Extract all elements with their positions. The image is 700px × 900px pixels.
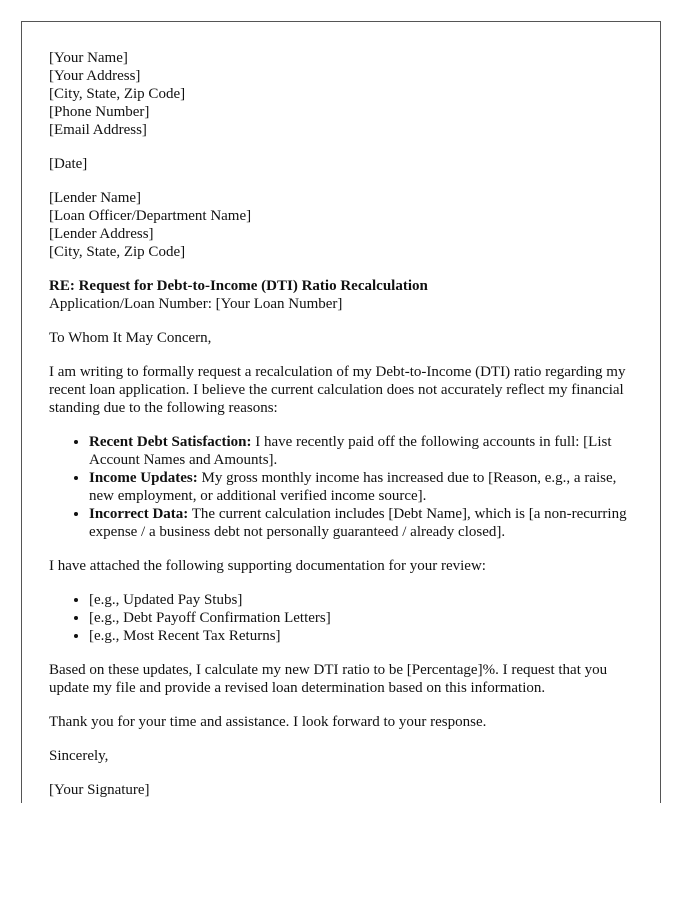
loan-officer: [Loan Officer/Department Name] bbox=[49, 208, 252, 224]
list-item: • [e.g., Updated Pay Stubs] bbox=[89, 591, 639, 609]
list-item: • [e.g., Debt Payoff Confirmation Letters] bbox=[89, 609, 639, 627]
attachments-intro: I have attached the following supporting documentation for your review: bbox=[49, 558, 486, 574]
sender-block bbox=[49, 49, 639, 139]
sender-address: [Your Address] bbox=[49, 68, 141, 84]
reason-text: My gross monthly income has increased due to [Reason, e.g., a raise, new employment, or additional verified income source]. bbox=[89, 470, 617, 504]
thanks-paragraph: Thank you for your time and assistance. I look forward to your response. bbox=[49, 714, 487, 730]
sender-city-state-zip: [City, State, Zip Code] bbox=[49, 86, 186, 102]
list-item bbox=[89, 505, 639, 541]
reason-text: The current calculation includes [Debt Name], which is [a non-recurring expense / a business debt not personally guaranteed / already closed]. bbox=[89, 506, 627, 540]
reasons-list bbox=[49, 433, 639, 541]
recipient-block bbox=[49, 189, 639, 261]
request-paragraph: Based on these updates, I calculate my new DTI ratio to be [Percentage]%. I request that you update my file and provide a revised loan determination based on this information. bbox=[49, 662, 608, 696]
list-item bbox=[89, 433, 639, 469]
reason-label: Recent Debt Satisfaction: bbox=[89, 434, 252, 450]
sender-phone: [Phone Number] bbox=[49, 104, 150, 120]
letter-content bbox=[49, 49, 639, 815]
lender-address: [Lender Address] bbox=[49, 226, 154, 242]
closing: Sincerely, bbox=[49, 748, 109, 764]
list-item bbox=[89, 469, 639, 505]
intro-paragraph: I am writing to formally request a recalculation of my Debt-to-Income (DTI) ratio regarding my recent loan application. I believe the current calculation does not accurately reflect my financial standing due to the following reasons: bbox=[49, 364, 626, 416]
reason-label: Income Updates: bbox=[89, 470, 198, 486]
signature: [Your Signature] bbox=[49, 782, 150, 798]
list-item: • [e.g., Most Recent Tax Returns] bbox=[89, 627, 639, 645]
lender-name: [Lender Name] bbox=[49, 190, 142, 206]
sender-email: [Email Address] bbox=[49, 122, 147, 138]
attachments-list bbox=[49, 591, 639, 645]
sender-name: [Your Name] bbox=[49, 50, 128, 66]
subject-line: RE: Request for Debt-to-Income (DTI) Ratio Recalculation bbox=[49, 278, 428, 294]
loan-number-line: Application/Loan Number: [Your Loan Number] bbox=[49, 296, 343, 312]
date-block bbox=[49, 155, 639, 173]
letter-page bbox=[21, 21, 661, 803]
subject-block bbox=[49, 277, 639, 313]
reason-label: Incorrect Data: bbox=[89, 506, 189, 522]
lender-city-state-zip: [City, State, Zip Code] bbox=[49, 244, 186, 260]
salutation: To Whom It May Concern, bbox=[49, 330, 212, 346]
reason-text: I have recently paid off the following accounts in full: [List Account Names and Amounts]. bbox=[89, 434, 612, 468]
letter-date: [Date] bbox=[49, 156, 88, 172]
